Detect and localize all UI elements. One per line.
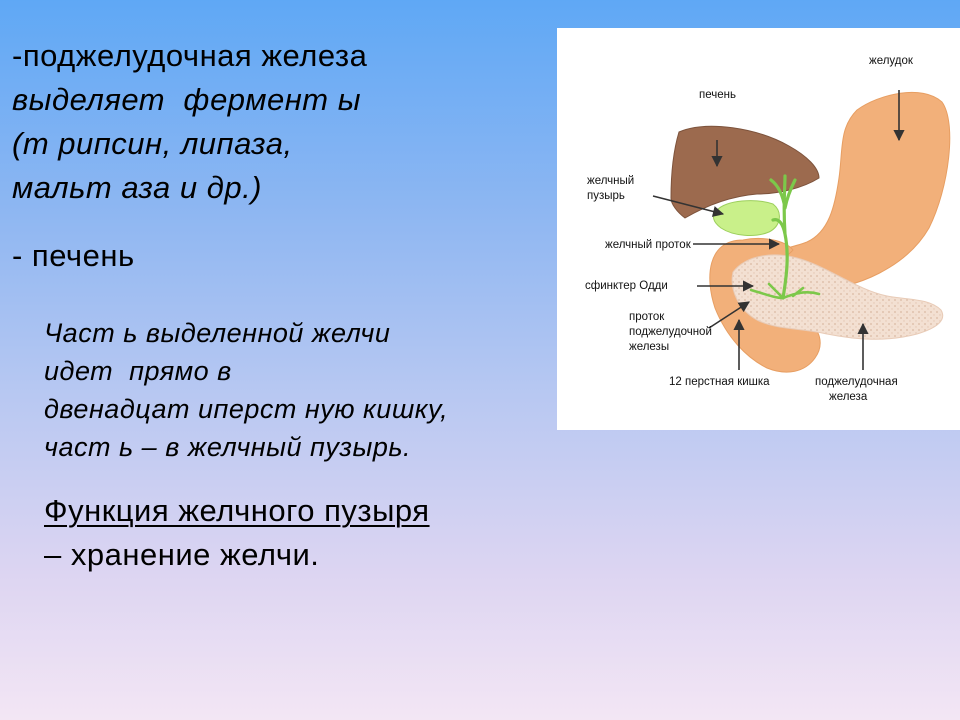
- function-heading: Функция желчного пузыря: [44, 493, 430, 528]
- paragraph-line-2: идет прямо в: [44, 356, 232, 386]
- label-stomach: желудок: [869, 55, 913, 67]
- digestive-organs-diagram: [557, 28, 960, 430]
- label-pancreas-2: железа: [829, 391, 868, 403]
- label-sphincter: сфинктер Одди: [585, 280, 668, 292]
- label-pancreatic-duct-3: железы: [629, 341, 670, 353]
- text-line-4: мальт аза и др.): [12, 170, 263, 205]
- gallbladder-shape: [714, 201, 780, 236]
- diagram-svg: [557, 28, 960, 430]
- label-gallbladder-2: пузырь: [587, 190, 625, 202]
- text-line-1: -поджелудочная железа: [12, 38, 368, 73]
- text-line-3: (т рипсин, липаза,: [12, 126, 293, 161]
- label-pancreas-1: поджелудочная: [815, 376, 898, 388]
- label-gallbladder-1: желчный: [587, 175, 635, 187]
- label-bile-duct: желчный проток: [605, 239, 691, 251]
- label-pancreatic-duct-2: поджелудочной: [629, 326, 712, 338]
- label-duodenum: 12 перстная кишка: [669, 376, 770, 388]
- text-line-5: - печень: [12, 238, 135, 273]
- paragraph-line-1: Част ь выделенной желчи: [44, 318, 391, 348]
- label-pancreatic-duct-1: проток: [629, 311, 665, 323]
- label-liver: печень: [699, 89, 736, 101]
- paragraph-line-3: двенадцат иперст ную кишку,: [44, 394, 449, 424]
- paragraph-line-4: част ь – в желчный пузырь.: [44, 432, 412, 462]
- function-text: – хранение желчи.: [44, 537, 320, 572]
- text-line-2: выделяет фермент ы: [12, 82, 362, 117]
